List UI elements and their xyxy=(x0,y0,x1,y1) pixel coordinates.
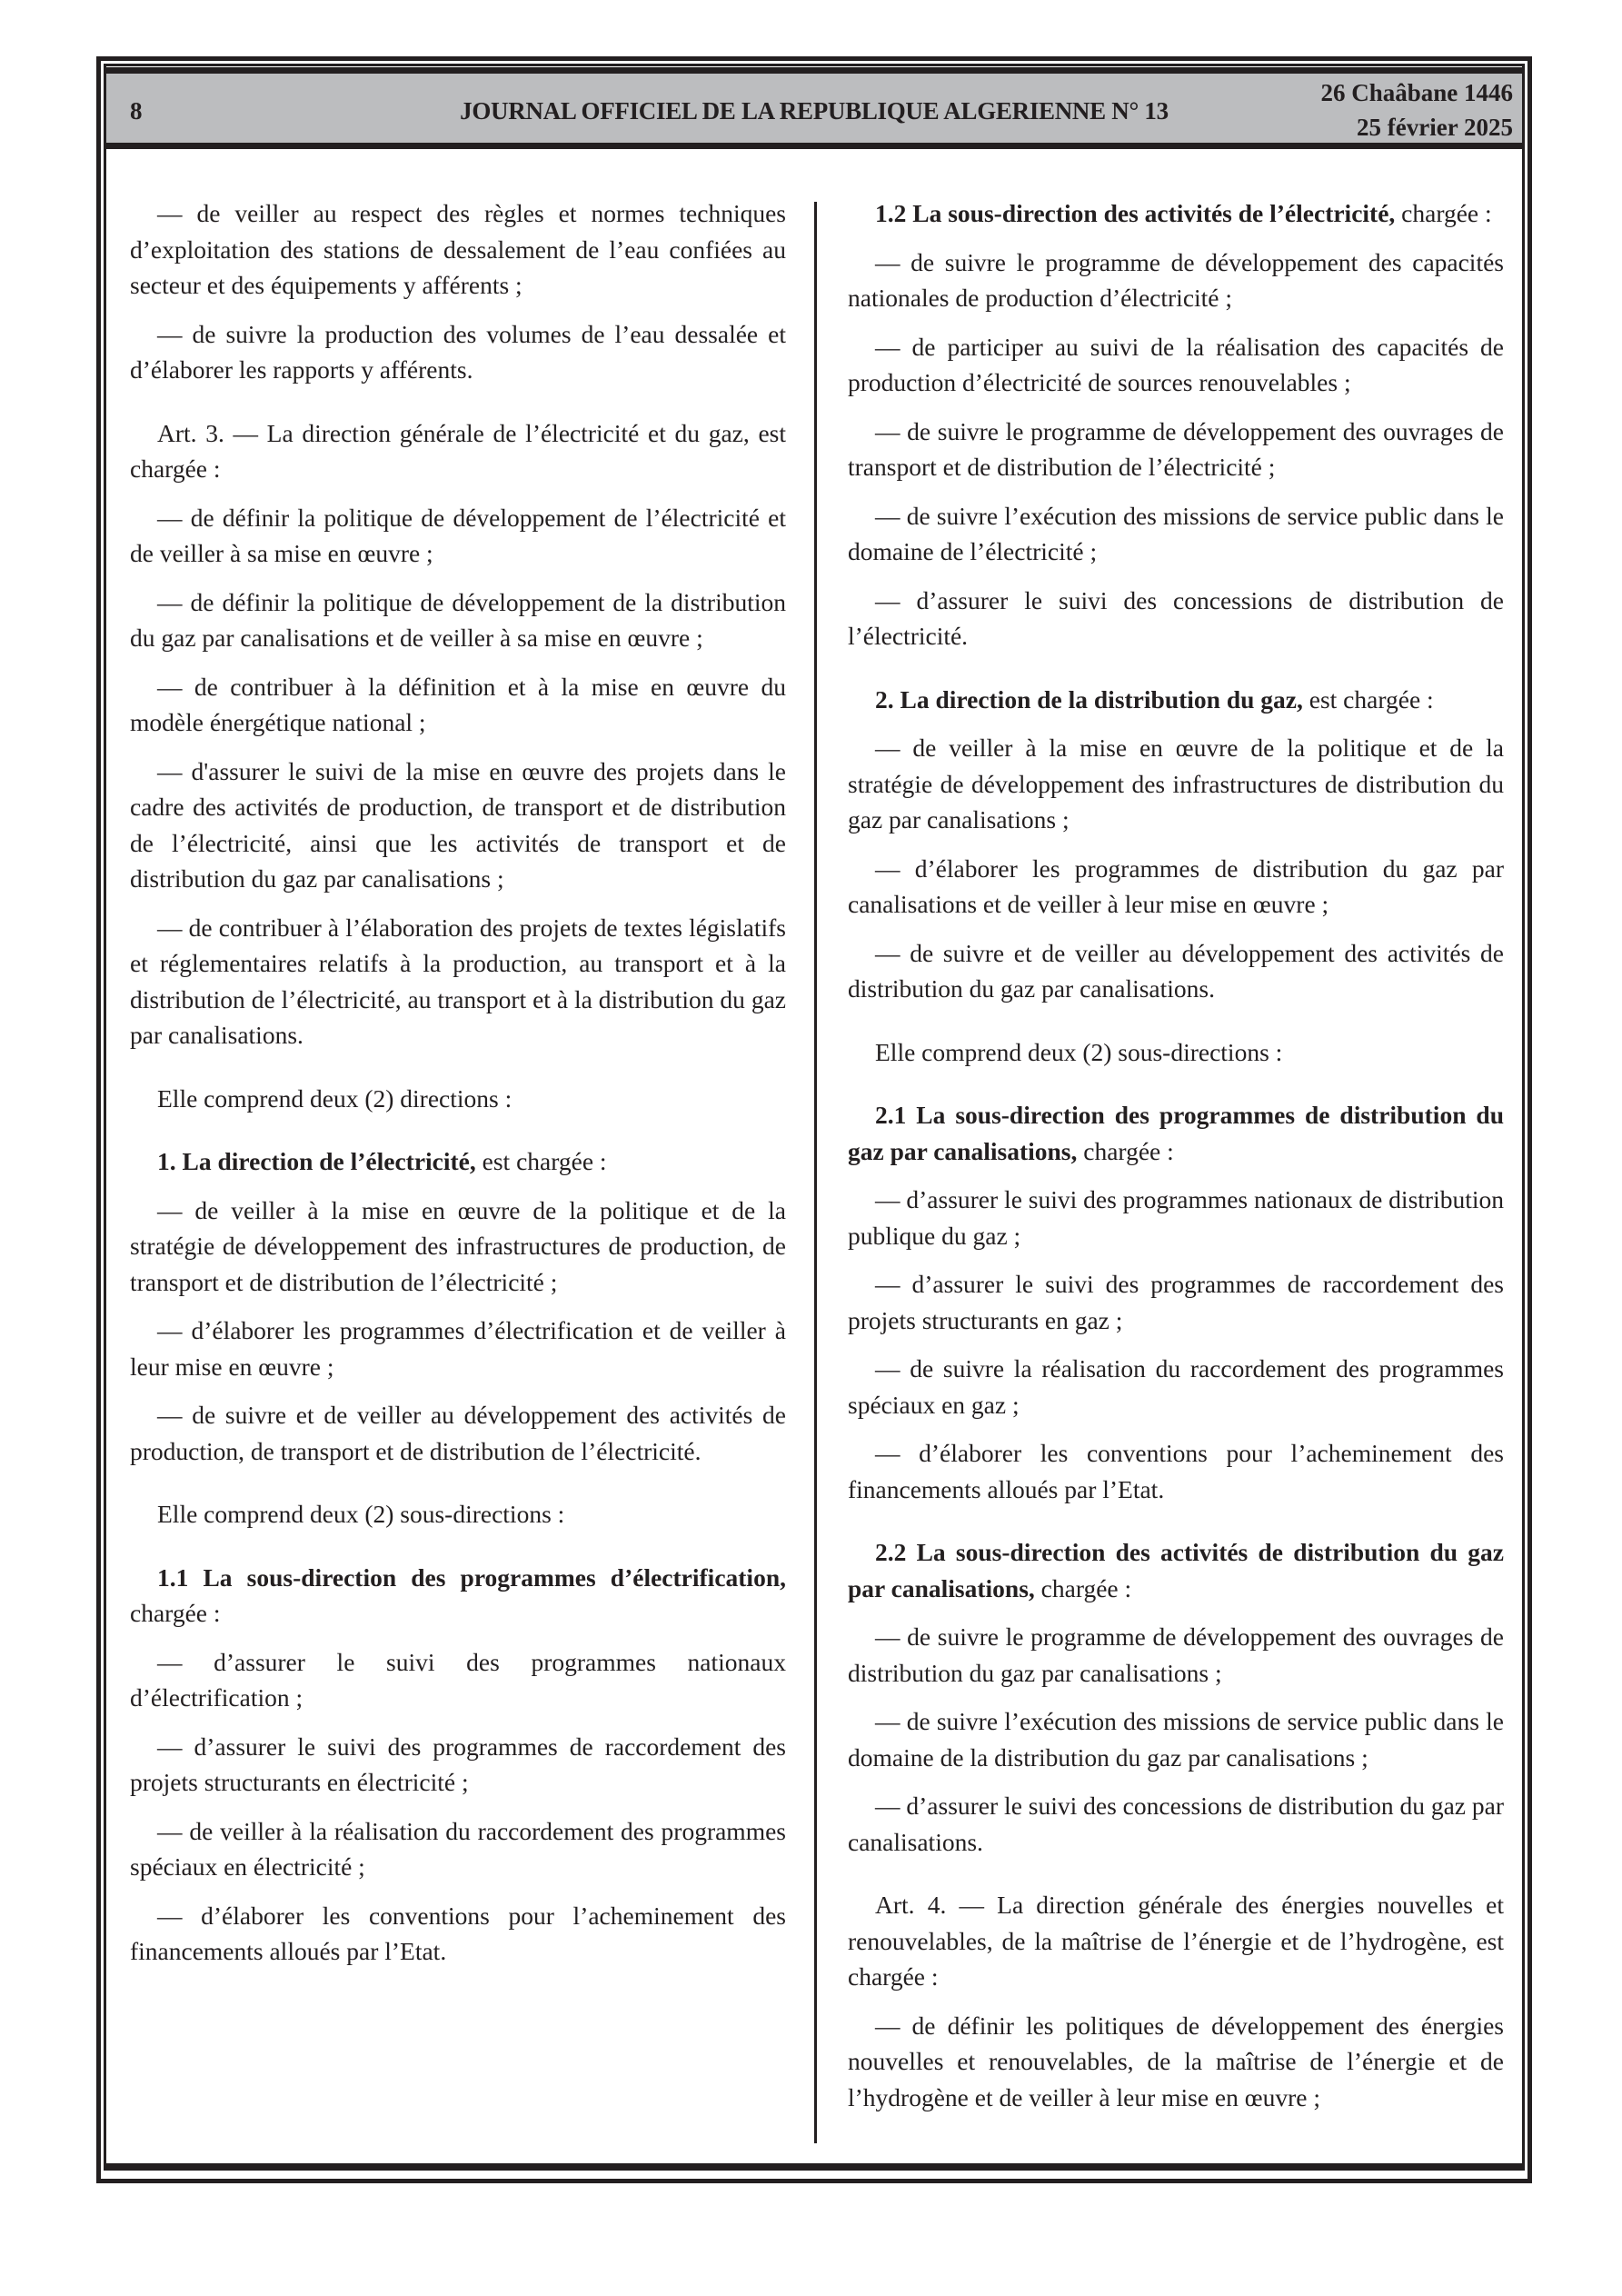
paragraph-text: — d’assurer le suivi des concessions de distribution de l’électricité. xyxy=(848,585,1504,650)
section-heading xyxy=(130,1560,786,1632)
section-title: 2.2 La sous-direction des activités de distribution du gaz par canalisations, xyxy=(848,1538,1504,1602)
paragraph-text: — de participer au suivi de la réalisation des capacités de production d’électricité de sources renouvelables ; xyxy=(848,332,1504,396)
list-item xyxy=(130,1813,786,1885)
list-item xyxy=(848,1182,1504,1253)
paragraph-text: — de suivre le programme de développement des capacités nationales de production d’électricité ; xyxy=(848,247,1504,312)
list-item xyxy=(130,195,786,304)
paragraph-text: — de contribuer à la définition et à la mise en œuvre du modèle énergétique national ; xyxy=(130,672,786,736)
list-item xyxy=(848,2008,1504,2116)
paragraph-text: chargée : xyxy=(1395,199,1492,227)
paragraph-text: — d'assurer le suivi de la mise en œuvre des projets dans le cadre des activités de production, de transport et de distribution de l’électricité, ainsi que les activités de transport et de distribution du gaz par canalisations ; xyxy=(130,756,786,893)
paragraph-text: — de suivre et de veiller au développement des activités de distribution du gaz par canalisations. xyxy=(848,938,1504,1003)
paragraph xyxy=(130,1496,786,1532)
list-item xyxy=(130,1898,786,1970)
paragraph xyxy=(130,1081,786,1117)
paragraph-text: — de suivre la production des volumes de l’eau dessalée et d’élaborer les rapports y afférents. xyxy=(130,319,786,384)
paragraph-text: — d’assurer le suivi des concessions de distribution du gaz par canalisations. xyxy=(848,1792,1504,1856)
paragraph-text: — d’assurer le suivi des programmes nationaux d’électrification ; xyxy=(130,1647,786,1712)
paragraph-text: — d’élaborer les conventions pour l’acheminement des financements alloués par l’Etat. xyxy=(848,1439,1504,1503)
paragraph-text: — d’assurer le suivi des programmes nationaux de distribution publique du gaz ; xyxy=(848,1185,1504,1250)
paragraph-text: Elle comprend deux (2) sous-directions : xyxy=(157,1500,565,1528)
list-item xyxy=(848,730,1504,838)
paragraph-text: chargée : xyxy=(1077,1136,1174,1165)
section-title: 1.2 La sous-direction des activités de l’électricité, xyxy=(875,199,1396,227)
paragraph-text: Art. 3. — La direction générale de l’électricité et du gaz, est chargée : xyxy=(130,418,786,483)
list-item xyxy=(848,1619,1504,1691)
paragraph-text: chargée : xyxy=(1034,1573,1132,1602)
list-item xyxy=(848,329,1504,401)
list-item xyxy=(848,245,1504,316)
page-number: 8 xyxy=(130,97,143,125)
paragraph-text: — d’assurer le suivi des programmes de raccordement des projets structurants en gaz ; xyxy=(848,1270,1504,1334)
paragraph-text: — de définir la politique de développement de la distribution du gaz par canalisations et de veiller à sa mise en œuvre ; xyxy=(130,587,786,652)
paragraph-text: — de suivre l’exécution des missions de service public dans le domaine de la distribution du gaz par canalisations ; xyxy=(848,1707,1504,1772)
paragraph-text: — de veiller à la réalisation du raccordement des programmes spéciaux en électricité ; xyxy=(130,1816,786,1881)
list-item xyxy=(130,1397,786,1469)
list-item xyxy=(130,1729,786,1801)
paragraph-text: — de veiller au respect des règles et normes techniques d’exploitation des stations de dessalement de l’eau confiées au secteur et des équipements y afférents ; xyxy=(130,199,786,299)
left-column xyxy=(130,195,786,1982)
section-title: 1. La direction de l’électricité, xyxy=(157,1147,476,1175)
list-item xyxy=(130,584,786,656)
list-item xyxy=(130,316,786,388)
paragraph-text: — d’assurer le suivi des programmes de raccordement des projets structurants en électricité ; xyxy=(130,1732,786,1796)
right-column xyxy=(848,195,1504,2128)
column-divider xyxy=(814,202,817,2143)
list-item xyxy=(848,1266,1504,1338)
list-item xyxy=(848,1788,1504,1860)
journal-header xyxy=(106,67,1522,149)
paragraph-text: — de contribuer à l’élaboration des projets de textes législatifs et réglementaires relatifs à la production, au transport et à la distribution de l’électricité, au transport et à la distribution du gaz par canalisations. xyxy=(130,913,786,1049)
section-title: 2.1 La sous-direction des programmes de distribution du gaz par canalisations, xyxy=(848,1101,1504,1165)
list-item xyxy=(848,1703,1504,1775)
paragraph-text: Elle comprend deux (2) sous-directions : xyxy=(875,1037,1283,1066)
paragraph-text: — de suivre le programme de développement des ouvrages de transport et de distribution de l’électricité ; xyxy=(848,416,1504,481)
list-item xyxy=(848,583,1504,654)
paragraph-text: — d’élaborer les programmes d’électrification et de veiller à leur mise en œuvre ; xyxy=(130,1316,786,1381)
date-hijri: 26 Chaâbane 1446 xyxy=(1320,79,1513,106)
list-item xyxy=(848,851,1504,923)
paragraph-text: — de définir les politiques de développement des énergies nouvelles et renouvelables, de la maîtrise de l’énergie et de l’hydrogène et de veiller à leur mise en œuvre ; xyxy=(848,2011,1504,2111)
paragraph-text: Art. 4. — La direction générale des énergies nouvelles et renouvelables, de la maîtrise de l’énergie et de l’hydrogène, est chargée : xyxy=(848,1891,1504,1991)
paragraph-text: — de suivre le programme de développement des ouvrages de distribution du gaz par canalisations ; xyxy=(848,1622,1504,1687)
section-title: 1.1 La sous-direction des programmes d’électrification, xyxy=(157,1562,786,1592)
paragraph-text: — d’élaborer les conventions pour l’acheminement des financements alloués par l’Etat. xyxy=(130,1901,786,1965)
list-item xyxy=(848,414,1504,485)
list-item xyxy=(848,1435,1504,1507)
list-item xyxy=(130,1644,786,1716)
list-item xyxy=(848,935,1504,1007)
date-gregorian: 25 février 2025 xyxy=(1357,114,1513,141)
article-paragraph xyxy=(130,415,786,487)
paragraph-text: — de définir la politique de développement de l’électricité et de veiller à sa mise en œuvre ; xyxy=(130,503,786,567)
paragraph-text: — de suivre l’exécution des missions de service public dans le domaine de l’électricité ; xyxy=(848,501,1504,565)
section-title: 2. La direction de la distribution du gaz, xyxy=(875,684,1303,714)
list-item xyxy=(848,498,1504,570)
section-heading xyxy=(848,1097,1504,1169)
paragraph-text: — de veiller à la mise en œuvre de la politique et de la stratégie de développement des infrastructures de production, de transport et de distribution de l’électricité ; xyxy=(130,1195,786,1296)
paragraph xyxy=(848,1034,1504,1071)
section-heading xyxy=(848,682,1504,718)
list-item xyxy=(130,1313,786,1384)
section-heading xyxy=(848,195,1504,232)
paragraph-text: — de suivre la réalisation du raccordement des programmes spéciaux en gaz ; xyxy=(848,1354,1504,1419)
issue-date xyxy=(1320,75,1513,145)
list-item xyxy=(130,1193,786,1301)
section-heading xyxy=(130,1143,786,1180)
list-item xyxy=(130,669,786,741)
paragraph-text: est chargée : xyxy=(1302,684,1434,714)
paragraph-text: est chargée : xyxy=(475,1147,607,1175)
list-item xyxy=(130,500,786,572)
journal-title: JOURNAL OFFICIEL DE LA REPUBLIQUE ALGERIENNE N° 13 xyxy=(460,97,1169,125)
article-paragraph xyxy=(848,1887,1504,1995)
section-heading xyxy=(848,1534,1504,1606)
paragraph-text: — de suivre et de veiller au développement des activités de production, de transport et de distribution de l’électricité. xyxy=(130,1401,786,1465)
paragraph-text: — de veiller à la mise en œuvre de la politique et de la stratégie de développement des infrastructures de distribution du gaz par canalisations ; xyxy=(848,734,1504,834)
list-item xyxy=(130,910,786,1053)
list-item xyxy=(130,754,786,897)
paragraph-text: chargée : xyxy=(130,1599,221,1627)
list-item xyxy=(848,1351,1504,1423)
paragraph-text: — d’élaborer les programmes de distribution du gaz par canalisations et de veiller à leur mise en œuvre ; xyxy=(848,854,1504,918)
paragraph-text: Elle comprend deux (2) directions : xyxy=(157,1083,512,1113)
